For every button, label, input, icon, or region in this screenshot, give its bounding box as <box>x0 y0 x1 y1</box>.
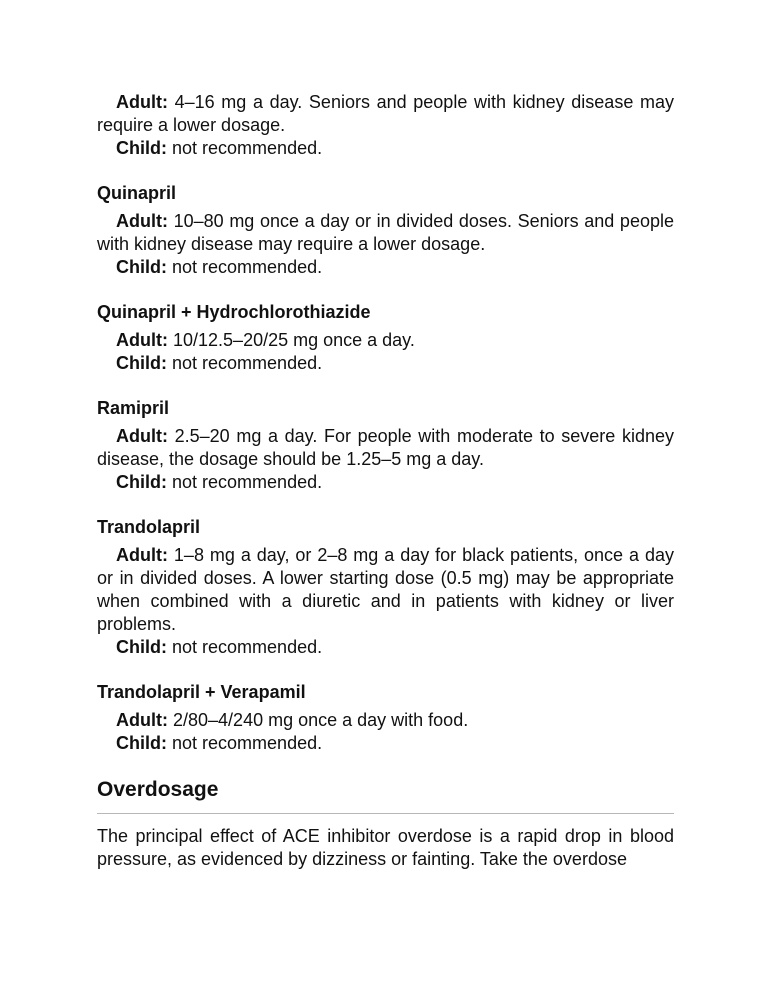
document-body <box>97 91 674 871</box>
child-dosage-text: not recommended. <box>172 138 323 158</box>
child-dosage <box>97 256 674 279</box>
drug-name: Trandolapril <box>97 517 201 537</box>
adult-dosage-text: 10–80 mg once a day or in divided doses. Seniors and people with kidney disease may require a lower dosage. <box>97 211 674 254</box>
dosage-entry <box>97 681 674 755</box>
adult-dosage <box>97 544 674 636</box>
adult-dosage-text: 4–16 mg a day. Seniors and people with kidney disease may require a lower dosage. <box>97 92 674 135</box>
adult-label: Adult: <box>116 710 168 730</box>
child-label: Child: <box>116 138 167 158</box>
section-divider <box>97 813 674 814</box>
section-heading-overdosage: Overdosage <box>97 778 219 801</box>
adult-label: Adult: <box>116 211 168 231</box>
adult-dosage <box>97 709 674 732</box>
adult-label: Adult: <box>116 545 168 565</box>
adult-dosage <box>97 210 674 256</box>
dosage-entry <box>97 301 674 375</box>
child-dosage <box>97 732 674 755</box>
overdosage-paragraph: The principal effect of ACE inhibitor overdose is a rapid drop in blood pressure, as evidenced by dizziness or fainting. Take the overdose <box>97 826 674 869</box>
adult-dosage-text: 1–8 mg a day, or 2–8 mg a day for black patients, once a day or in divided doses. A lower starting dose (0.5 mg) may be appropriate when combined with a diuretic and in patients with kidney or liver problems. <box>97 545 674 634</box>
dosage-entry <box>97 182 674 279</box>
adult-label: Adult: <box>116 330 168 350</box>
child-dosage <box>97 471 674 494</box>
adult-dosage <box>97 91 674 137</box>
adult-dosage-text: 10/12.5–20/25 mg once a day. <box>173 330 415 350</box>
child-dosage-text: not recommended. <box>172 733 323 753</box>
adult-label: Adult: <box>116 426 168 446</box>
adult-dosage-text: 2/80–4/240 mg once a day with food. <box>173 710 469 730</box>
drug-name: Ramipril <box>97 398 170 418</box>
adult-dosage <box>97 425 674 471</box>
adult-label: Adult: <box>116 92 168 112</box>
child-dosage-text: not recommended. <box>172 257 323 277</box>
adult-dosage-text: 2.5–20 mg a day. For people with moderate to severe kidney disease, the dosage should be 1.25–5 mg a day. <box>97 426 674 469</box>
child-label: Child: <box>116 257 167 277</box>
child-dosage <box>97 137 674 160</box>
dosage-entry <box>97 397 674 494</box>
child-dosage-text: not recommended. <box>172 637 323 657</box>
dosage-entry <box>97 516 674 659</box>
drug-name: Quinapril + Hydrochlorothiazide <box>97 302 371 322</box>
child-label: Child: <box>116 472 167 492</box>
child-dosage-text: not recommended. <box>172 472 323 492</box>
child-label: Child: <box>116 733 167 753</box>
child-label: Child: <box>116 637 167 657</box>
dosage-entry-continued <box>97 91 674 160</box>
child-dosage <box>97 636 674 659</box>
child-dosage <box>97 352 674 375</box>
child-label: Child: <box>116 353 167 373</box>
adult-dosage <box>97 329 674 352</box>
drug-name: Trandolapril + Verapamil <box>97 682 306 702</box>
drug-name: Quinapril <box>97 183 177 203</box>
child-dosage-text: not recommended. <box>172 353 323 373</box>
